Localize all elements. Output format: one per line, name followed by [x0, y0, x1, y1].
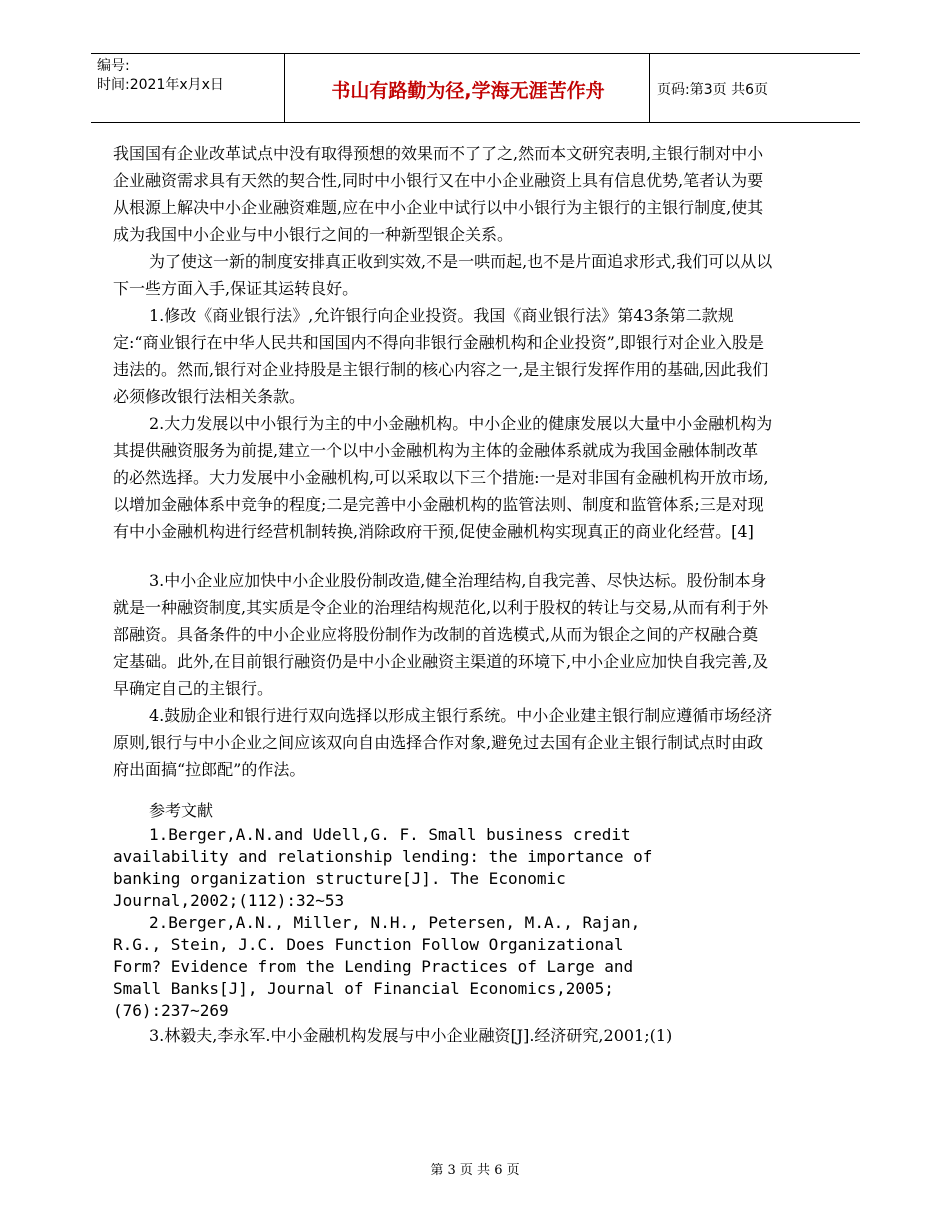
- page-header: [91, 53, 860, 123]
- reference-line: Journal,2002;(112):32~53: [113, 891, 345, 910]
- document-body: [113, 140, 773, 1049]
- reference-line: banking organization structure[J]. The Economic: [113, 869, 566, 888]
- reference-item: 3.林毅夫,李永军.中小金融机构发展与中小企业融资[J].经济研究,2001;(1): [149, 1026, 673, 1045]
- paragraph: 为了使这一新的制度安排真正收到实效,不是一哄而起,也不是片面追求形式,我们可以从以下一些方面入手,保证其运转良好。: [113, 252, 773, 298]
- paragraph: 2.大力发展以中小银行为主的中小金融机构。中小企业的健康发展以大量中小金融机构为其提供融资服务为前提,建立一个以中小金融机构为主体的金融体系就成为我国金融体制改革的必然选择。大力发展中小金融机构,可以采取以下三个措施:一是对非国有金融机构开放市场,以增加金融体系中竞争的程度;二是完善中小金融机构的监管法则、制度和监管体系;三是对现有中小金融机构进行经营机制转换,消除政府干预,促使金融机构实现真正的商业化经营。[4]: [113, 414, 773, 541]
- header-divider: [284, 54, 285, 122]
- paragraph: 我国国有企业改革试点中没有取得预想的效果而不了了之,然而本文研究表明,主银行制对中小企业融资需求具有天然的契合性,同时中小银行又在中小企业融资上具有信息优势,笔者认为要从根源上解决中小企业融资难题,应在中小企业中试行以中小银行为主银行的主银行制度,使其成为我国中小企业与中小银行之间的一种新型银企关系。: [113, 144, 764, 244]
- header-divider: [649, 54, 650, 122]
- reference-item: [113, 912, 773, 1022]
- references-heading: 参考文献: [149, 801, 214, 820]
- header-page-info: 页码:第3页 共6页: [657, 82, 768, 98]
- paragraph: 4.鼓励企业和银行进行双向选择以形成主银行系统。中小企业建主银行制应遵循市场经济原则,银行与中小企业之间应该双向自由选择合作对象,避免过去国有企业主银行制试点时由政府出面搞“拉郎配”的作法。: [113, 706, 773, 779]
- header-meta: [97, 57, 224, 95]
- reference-item: [113, 824, 773, 912]
- spacer: [113, 545, 773, 567]
- paragraph: 1.修改《商业银行法》,允许银行向企业投资。我国《商业银行法》第43条第二款规定:“商业银行在中华人民共和国国内不得向非银行金融机构和企业投资”,即银行对企业入股是违法的。然而,银行对企业持股是主银行制的核心内容之一,是主银行发挥作用的基础,因此我们必须修改银行法相关条款。: [113, 306, 769, 406]
- reference-line: availability and relationship lending: the importance of: [113, 847, 653, 866]
- reference-line: R.G., Stein, J.C. Does Function Follow Organizational: [113, 935, 624, 954]
- header-motto: 书山有路勤为径,学海无涯苦作舟: [331, 80, 605, 102]
- paragraph: 3.中小企业应加快中小企业股份制改造,健全治理结构,自我完善、尽快达标。股份制本身就是一种融资制度,其实质是令企业的治理结构规范化,以利于股权的转让与交易,从而有利于外部融资。具备条件的中小企业应将股份制作为改制的首选模式,从而为银企之间的产权融合奠定基础。此外,在目前银行融资仍是中小企业融资主渠道的环境下,中小企业应加快自我完善,及早确定自己的主银行。: [113, 571, 769, 698]
- reference-line: (76):237~269: [113, 1001, 229, 1020]
- reference-line: Form? Evidence from the Lending Practices of Large and: [113, 957, 634, 976]
- reference-line: 2.Berger,A.N., Miller, N.H., Petersen, M.A., Rajan,: [149, 913, 641, 932]
- reference-line: 1.Berger,A.N.and Udell,G. F. Small business credit: [149, 825, 631, 844]
- page-footer: 第 3 页 共 6 页: [430, 1163, 520, 1178]
- code-label: 编号:: [97, 58, 130, 74]
- time-label: 时间:2021年x月x日: [97, 77, 224, 93]
- reference-line: Small Banks[J], Journal of Financial Economics,2005;: [113, 979, 614, 998]
